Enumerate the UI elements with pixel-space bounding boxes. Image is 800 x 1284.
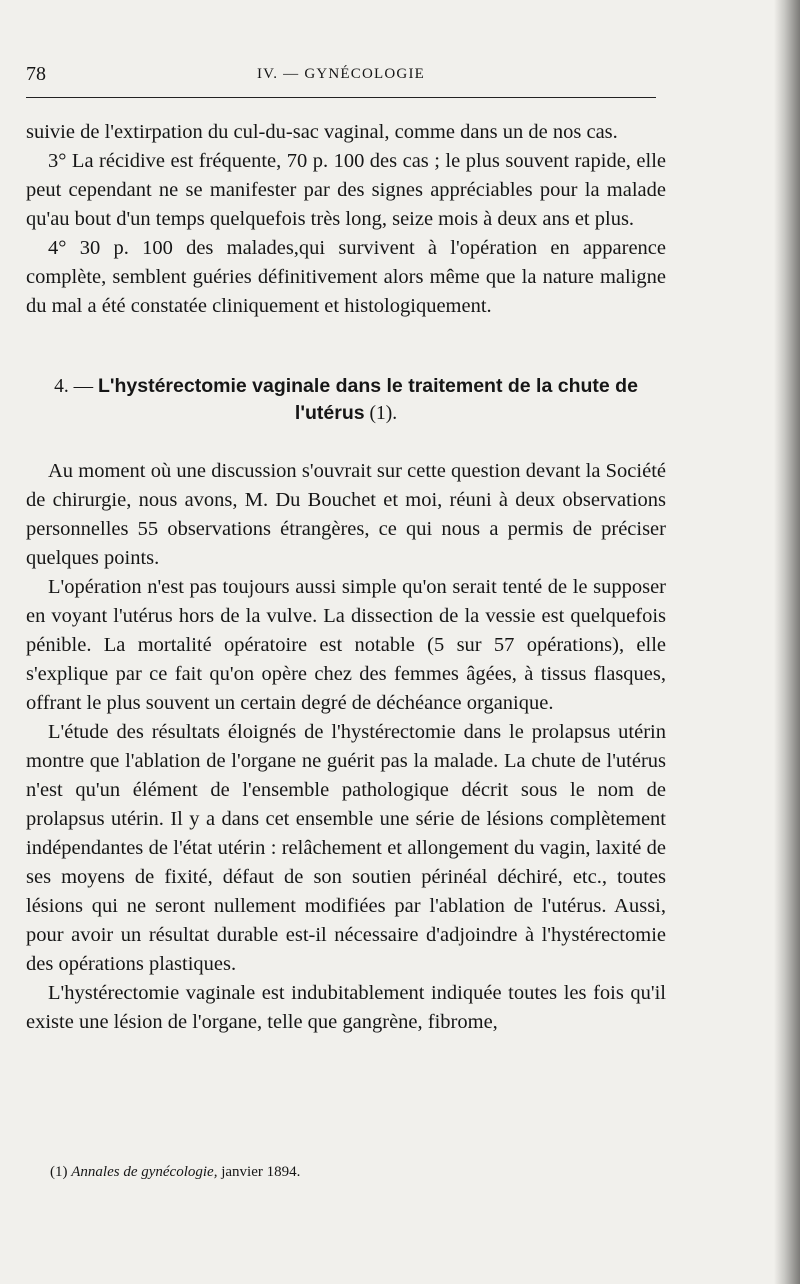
- header-rule: [26, 97, 656, 98]
- footnote-marker: (1): [50, 1164, 72, 1180]
- section-heading: [26, 373, 666, 427]
- footnote-journal: Annales de gynécologie,: [71, 1164, 218, 1180]
- section-number: 4. —: [54, 376, 98, 397]
- footnote-date: janvier 1894.: [217, 1164, 301, 1180]
- paragraph: L'hystérectomie vaginale est indubitablement indiquée toutes les fois qu'il existe une lésion de l'organe, telle que gangrène, fibrome,: [26, 982, 666, 1033]
- section-title: L'hystérectomie vaginale dans le traitement de la chute de l'utérus: [97, 375, 638, 424]
- paragraph: Au moment où une discussion s'ouvrait sur cette question devant la Société de chirurgie, nous avons, M. Du Bouchet et moi, réuni à deux observations personnelles 55 observations étrangères, ce qui nous a permis de préciser quelques points.: [26, 460, 666, 569]
- page-header: [26, 60, 656, 88]
- paragraph: L'étude des résultats éloignés de l'hystérectomie dans le prolapsus utérin montre que l'ablation de l'organe ne guérit pas la malade. La chute de l'utérus n'est qu'un élément de l'ensemble pathologique décrit sous le nom de prolapsus utérin. Il y a dans cet ensemble une série de lésions complètement indépendantes de l'état utérin : relâchement et allongement du vagin, laxité de ses moyens de fixité, défaut de son soutien périnéal déchiré, etc., toutes lésions qui ne seront nullement modifiées par l'ablation de l'utérus. Aussi, pour avoir un résultat durable est-il nécessaire d'adjoindre à l'hystérectomie des opérations plastiques.: [26, 721, 666, 975]
- paragraph: 3° La récidive est fréquente, 70 p. 100 des cas ; le plus souvent rapide, elle peut cependant ne se manifester par des signes appréciables pour la malade qu'au bout d'un temps quelquefois très long, seize mois à deux ans et plus.: [26, 150, 666, 230]
- running-head: IV. — GYNÉCOLOGIE: [256, 66, 426, 82]
- paragraph: 4° 30 p. 100 des malades,qui survivent à l'opération en apparence complète, semblent guéries définitivement alors même que la nature maligne du mal a été constatée cliniquement et histologiquement.: [26, 237, 666, 317]
- footnote-reference: (1).: [364, 403, 398, 424]
- body-text: [26, 118, 666, 1037]
- page-edge-shadow: [774, 0, 800, 1284]
- paragraph: suivie de l'extirpation du cul-du-sac vaginal, comme dans un de nos cas.: [26, 121, 618, 143]
- page-number: 78: [26, 63, 46, 85]
- paragraph: L'opération n'est pas toujours aussi simple qu'on serait tenté de le supposer en voyant l'utérus hors de la vulve. La dissection de la vessie est quelquefois pénible. La mortalité opératoire est notable (5 sur 57 opérations), elle s'explique par ce fait qu'on opère chez des femmes âgées, à tissus flasques, offrant le plus souvent un certain degré de déchéance organique.: [26, 576, 666, 714]
- footnote: [50, 1161, 650, 1183]
